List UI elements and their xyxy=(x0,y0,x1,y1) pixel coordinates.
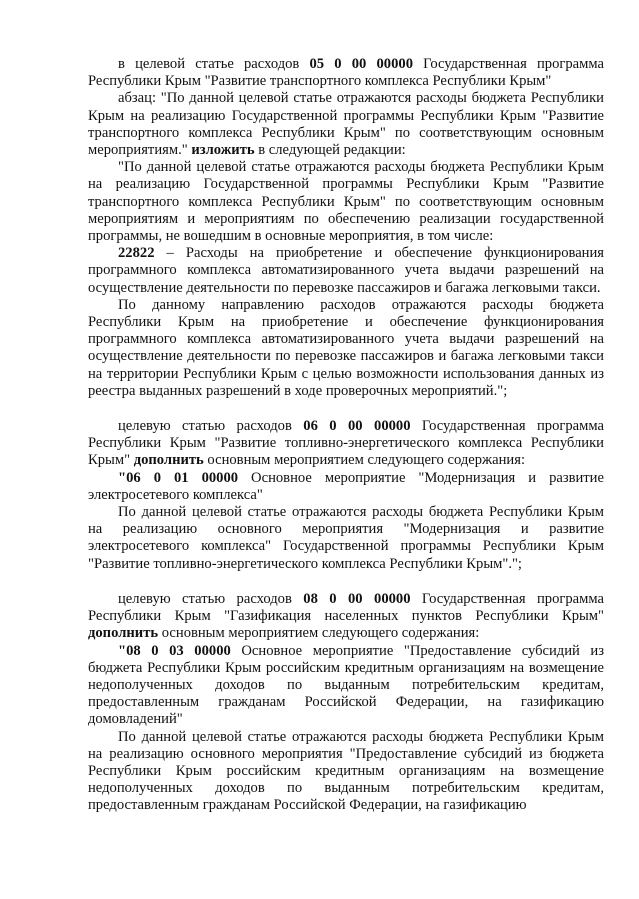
text-segment: Государственная программа Республики Крым "Развитие топливно-энергетического комплекса Республики Крым" xyxy=(88,418,604,469)
paragraph xyxy=(88,729,604,815)
text-segment: По данной целевой статье отражаются расходы бюджета Республики Крым на реализацию основного мероприятия "Модернизация и развитие электросетевого комплекса" Государственной программы Республики Крым "Развитие топливно-энергетического комплекса Республики Крым"."; xyxy=(88,504,604,572)
budget-code: 08 0 00 00000 xyxy=(303,590,411,607)
section-gap xyxy=(88,573,604,591)
bold-keyword: изложить xyxy=(191,142,255,159)
budget-code: 06 0 00 00000 xyxy=(303,418,411,435)
text-segment: Основное мероприятие "Модернизация и развитие электросетевого комплекса" xyxy=(88,469,604,503)
text-segment: в следующей редакции: xyxy=(254,142,406,159)
text-segment: в целевой статье расходов xyxy=(118,56,310,72)
text-segment: Государственная программа Республики Крым "Развитие транспортного комплекса Республики Крым" xyxy=(88,56,604,90)
text-segment: По данной целевой статье отражаются расходы бюджета Республики Крым на реализацию основного мероприятия "Предоставление субсидий из бюджета Республики Крым российским кредитным организациям на возмещение недополученных доходов по выданным потребительским кредитам, предоставленным гражданам Российской Федерации, на газификацию xyxy=(88,728,604,814)
text-segment: целевую статью расходов xyxy=(118,590,304,607)
text-segment: абзац: "По данной целевой статье отражаются расходы бюджета Республики Крым на реализацию Государственной программы Республики Крым "Развитие транспортного комплекса Республики Крым" по соответствующим основным мероприятиям." xyxy=(88,90,604,159)
paragraph xyxy=(88,418,604,470)
paragraph xyxy=(88,504,604,573)
paragraph xyxy=(88,591,604,643)
text-segment: основным мероприятием следующего содержания: xyxy=(158,625,480,642)
document-page xyxy=(88,56,604,815)
section-transport xyxy=(88,56,604,400)
text-segment: Государственная программа Республики Крым "Газификация населенных пунктов Республики Крым" xyxy=(88,590,604,625)
text-segment: Основное мероприятие "Предоставление субсидий из бюджета Республики Крым российским кредитным организациям на возмещение недополученных доходов по выданным потребительским кредитам, предоставленным гражданам Российской Федерации, на газификацию домовладений" xyxy=(88,642,604,728)
paragraph xyxy=(88,56,604,90)
text-segment: – Расходы на приобретение и обеспечение функционирования программного комплекса автоматизированного учета выдачи разрешений на осуществление деятельности по перевозке пассажиров и багажа легковыми такси. xyxy=(88,245,604,296)
paragraph xyxy=(88,297,604,400)
text-segment: целевую статью расходов xyxy=(118,418,304,435)
paragraph xyxy=(88,90,604,159)
paragraph xyxy=(88,470,604,504)
budget-code: "06 0 01 00000 xyxy=(118,469,239,486)
section-gasification xyxy=(88,591,604,815)
paragraph xyxy=(88,159,604,245)
bold-keyword: дополнить xyxy=(133,452,204,469)
bold-keyword: дополнить xyxy=(88,625,159,642)
text-segment: По данному направлению расходов отражаются расходы бюджета Республики Крым на приобретение и обеспечение функционирования программного комплекса автоматизированного учета выдачи разрешений на осуществление деятельности по перевозке пассажиров и багажа легковыми такси на территории Республики Крым с целью возможности использования данных из реестра выданных разрешений в ходе проверочных мероприятий."; xyxy=(88,296,604,399)
budget-code: 22822 xyxy=(118,245,155,262)
paragraph xyxy=(88,643,604,729)
section-gap xyxy=(88,400,604,418)
budget-code: 05 0 00 00000 xyxy=(309,56,413,72)
text-segment: основным мероприятием следующего содержания: xyxy=(203,452,526,469)
text-segment: "По данной целевой статье отражаются расходы бюджета Республики Крым на реализацию Государственной программы Республики Крым "Развитие транспортного комплекса Республики Крым" по соответствующим основным мероприятиям и мероприятиям по обеспечению реализации государственной программы, не вошедшим в основные мероприятия, в том числе: xyxy=(88,159,604,245)
section-energy xyxy=(88,418,604,573)
paragraph xyxy=(88,245,604,297)
budget-code: "08 0 03 00000 xyxy=(118,642,231,659)
